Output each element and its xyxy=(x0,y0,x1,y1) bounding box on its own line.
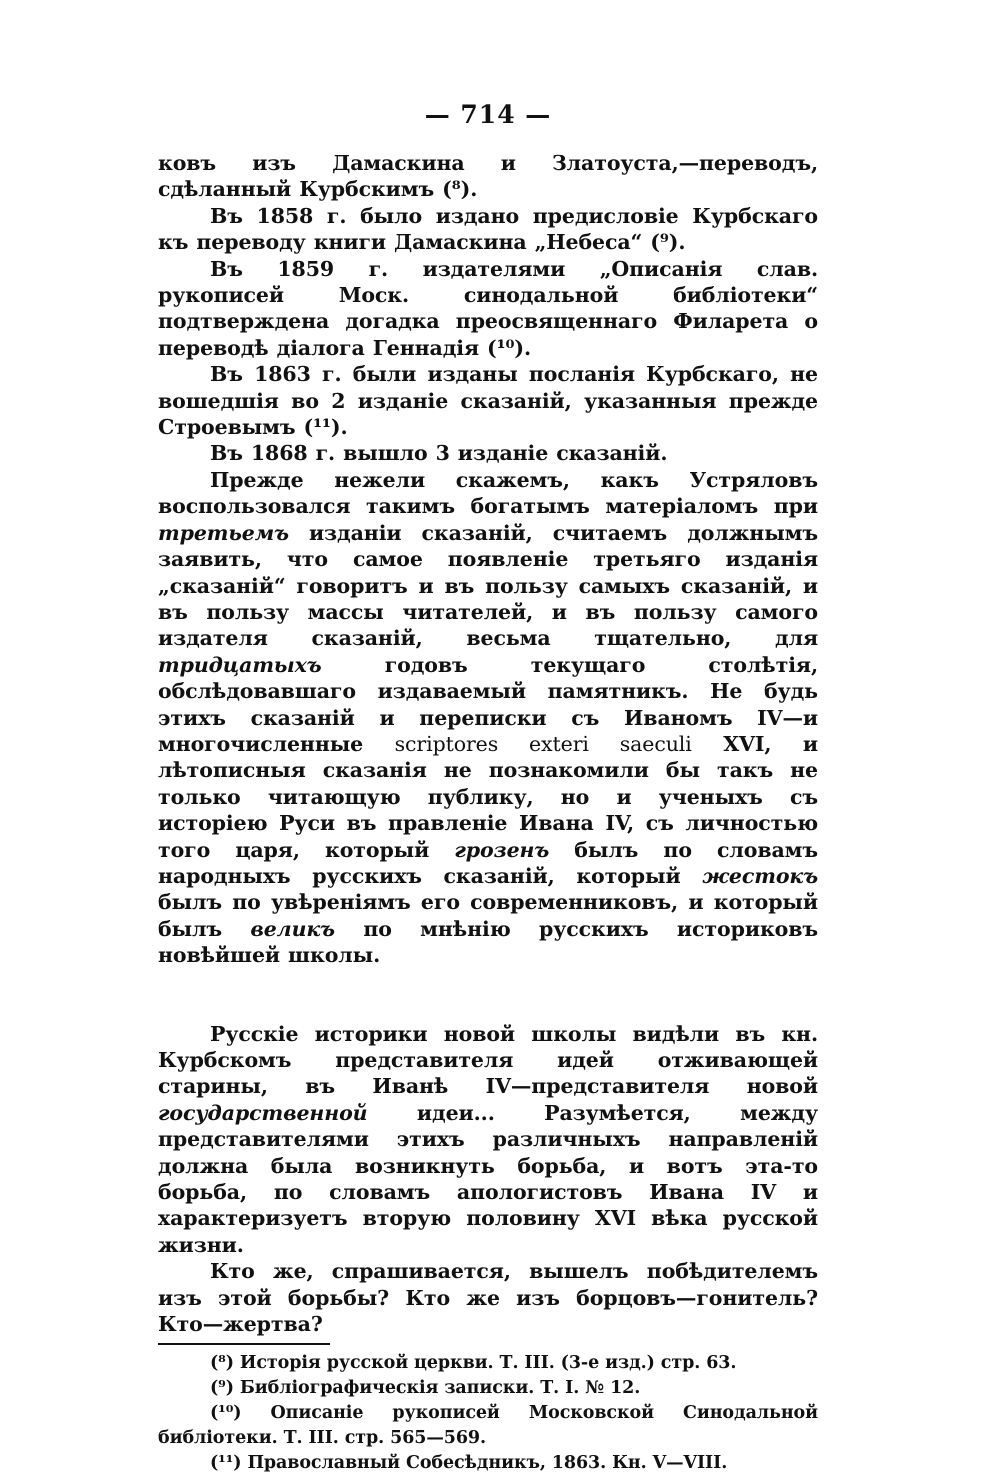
footnote-8: (⁸) Исторія русской церкви. Т. III. (3-е изд.) стр. 63. xyxy=(210,1353,737,1374)
paragraph-1868: Въ 1868 г. вышло 3 изданіе сказаній. xyxy=(210,441,668,466)
paragraph-question: Кто же, спрашивается, вышелъ побѣдителемъ изъ этой борьбы? Кто же изъ борцовъ—гонитель? Кто—жертва? xyxy=(158,1259,818,1337)
latin-run: scriptores exteri saeculi xyxy=(394,731,692,756)
text-run: по мнѣнію русскихъ историковъ новѣйшей школы. xyxy=(158,916,818,968)
text-run: былъ по словамъ народныхъ русскихъ сказаній, который xyxy=(158,837,818,888)
paragraph-historians xyxy=(158,1021,818,1259)
text-run: идеи... Разумѣется, между представителями этихъ различныхъ направленій должна была возникнуть борьба, и вотъ эта-то борьба, по словамъ апологистовъ Ивана IV и характеризуетъ вторую половину XVI вѣка русской жизни. xyxy=(158,1100,818,1257)
paragraph-1863: Въ 1863 г. были изданы посланія Курбскаго, не вошедшія во 2 изданіе сказаній, указанныя прежде Строевымъ (¹¹). xyxy=(158,362,818,440)
footnote-10: (¹⁰) Описаніе рукописей Московской Синодальной библіотеки. Т. III. стр. 565—569. xyxy=(158,1403,818,1449)
paragraph-ustryalov xyxy=(158,467,818,969)
paragraph-continuation: ковъ изъ Дамаскина и Златоуста,—переводъ, сдѣланный Курбскимъ (⁸). xyxy=(158,151,818,202)
footnote-divider xyxy=(158,1343,330,1345)
footnote-9: (⁹) Библіографическія записки. Т. I. № 12. xyxy=(210,1378,641,1399)
page-number: — 714 — xyxy=(424,100,552,129)
italic-run: грозенъ xyxy=(454,837,550,862)
text-run: Русскіе историки новой школы видѣли въ кн. Курбскомъ представителя идей отживающей старины, въ Иванѣ IV—представителя новой xyxy=(158,1021,818,1099)
section-gap xyxy=(158,969,818,1021)
text-run: изданіи сказаній, считаемъ должнымъ заявить, что самое появленіе третьяго изданія „сказаній“ говоритъ и въ пользу самыхъ сказаній, и въ пользу массы читателей, и въ пользу самого издателя сказаній, весьма тщательно, для xyxy=(158,520,818,651)
document-page xyxy=(158,98,818,1476)
text-run: былъ по увѣреніямъ его современниковъ, и который былъ xyxy=(158,890,818,941)
italic-run: жестокъ xyxy=(702,863,818,888)
text-run: годовъ текущаго столѣтія, обслѣдовавшаго издаваемый памятникъ. Не будь этихъ сказаній и переписки съ Иваномъ IV—и многочисленные xyxy=(158,652,818,756)
italic-run: тридцатыхъ xyxy=(158,652,322,677)
text-run: Прежде нежели скажемъ, какъ Устряловъ воспользовался такимъ богатымъ матеріаломъ при xyxy=(158,467,818,519)
footnote-11: (¹¹) Православный Собесѣдникъ, 1863. Кн. V—VIII. xyxy=(210,1453,728,1474)
paragraph-1859: Въ 1859 г. издателями „Описанія слав. рукописей Моск. синодальной библіотеки“ подтверждена догадка преосвященнаго Филарета о переводѣ діалога Геннадія (¹⁰). xyxy=(158,256,818,360)
text-run: XVI, и лѣтописныя сказанія не познакомили бы такъ не только читающую публику, но и ученыхъ съ исторіею Руси въ правленіе Ивана IV, съ личностью того царя, который xyxy=(158,731,818,862)
italic-run: государственной xyxy=(158,1100,368,1125)
paragraph-1858: Въ 1858 г. было издано предисловіе Курбскаго къ переводу книги Дамаскина „Небеса“ (⁹). xyxy=(158,203,818,255)
italic-run: великъ xyxy=(250,916,335,941)
italic-run: третьемъ xyxy=(158,520,289,545)
